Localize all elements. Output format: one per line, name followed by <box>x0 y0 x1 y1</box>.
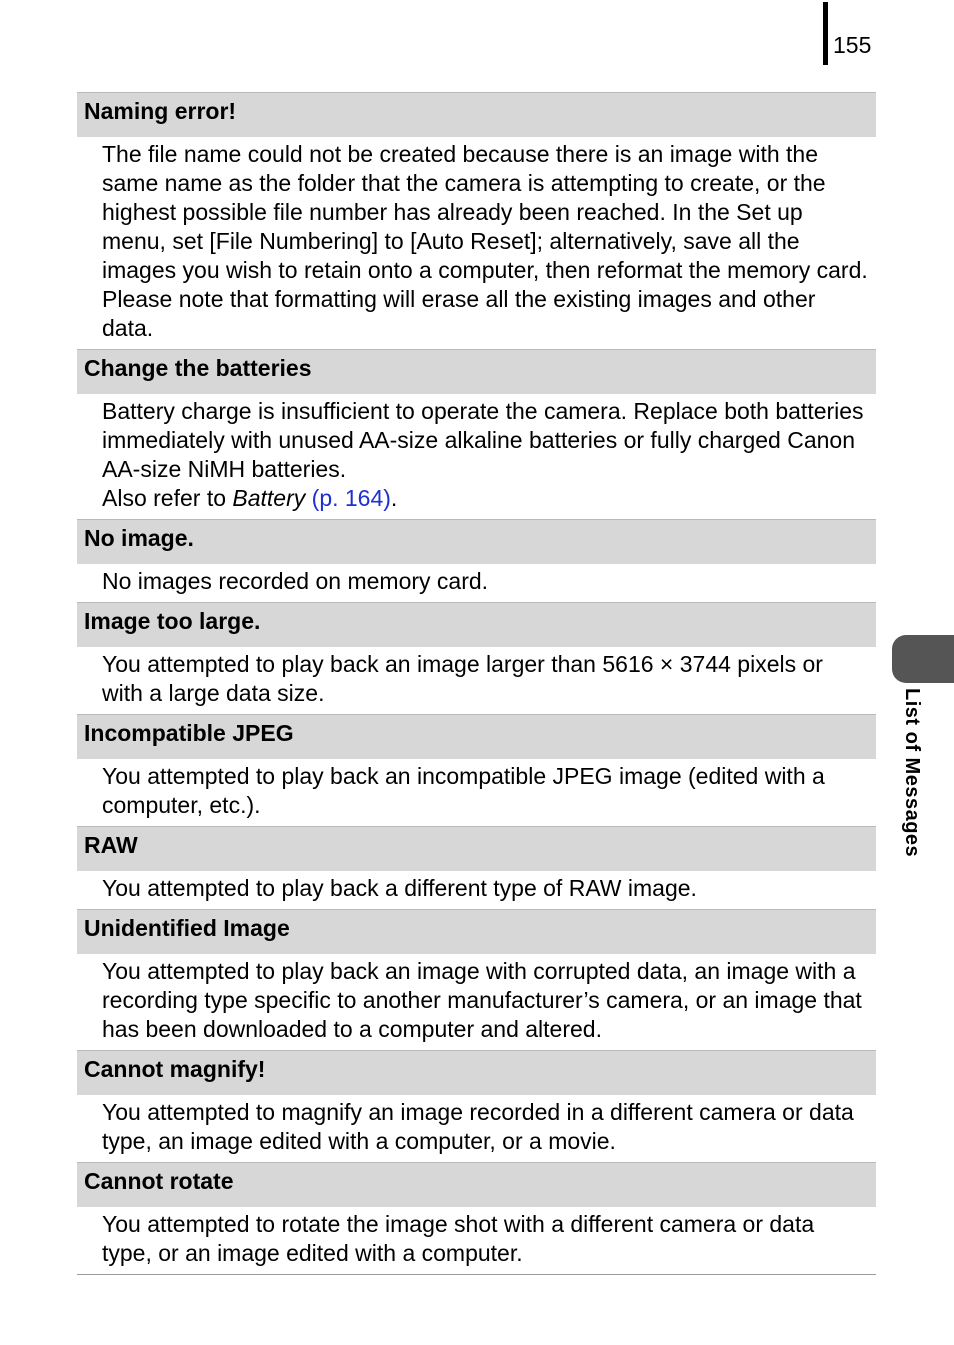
message-title: Naming error! <box>77 92 876 137</box>
message-description <box>77 1207 876 1274</box>
message-no-image <box>77 519 876 602</box>
message-title: Cannot magnify! <box>77 1050 876 1095</box>
chapter-tab <box>892 635 954 683</box>
message-title: Incompatible JPEG <box>77 714 876 759</box>
message-raw <box>77 826 876 909</box>
message-title: Change the batteries <box>77 349 876 394</box>
message-cannot-magnify <box>77 1050 876 1162</box>
message-naming-error <box>77 92 876 349</box>
message-title: Cannot rotate <box>77 1162 876 1207</box>
message-description <box>77 647 876 714</box>
message-description <box>77 954 876 1050</box>
message-cannot-rotate <box>77 1162 876 1274</box>
message-title: RAW <box>77 826 876 871</box>
message-text: You attempted to play back a different type of RAW image. <box>102 875 697 901</box>
refer-term: Battery <box>232 485 306 511</box>
message-text: You attempted to play back an image with corrupted data, an image with a recording type specific to another manufacturer’s camera, or an image that has been downloaded to a computer and altered. <box>102 958 862 1042</box>
page-number: 155 <box>833 32 872 58</box>
message-text: No images recorded on memory card. <box>102 568 489 594</box>
page-number-rule <box>823 2 828 65</box>
message-description <box>77 1095 876 1162</box>
message-change-batteries <box>77 349 876 519</box>
message-title: Unidentified Image <box>77 909 876 954</box>
message-title: Image too large. <box>77 602 876 647</box>
message-description <box>77 759 876 826</box>
message-description <box>77 564 876 602</box>
message-text: You attempted to play back an image larger than 5616 × 3744 pixels or with a large data size. <box>102 651 823 706</box>
message-text: Battery charge is insufficient to operate the camera. Replace both batteries immediately with unused AA-size alkaline batteries or fully charged Canon AA-size NiMH batteries. <box>102 398 864 482</box>
chapter-label: List of Messages <box>901 688 923 858</box>
message-text: The file name could not be created because there is an image with the same name as the folder that the camera is attempting to create, or the highest possible file number has already been reached. In the Set up menu, set [File Numbering] to [Auto Reset]; alternatively, save all the images you wish to retain onto a computer, then reformat the memory card. Please note that formatting will erase all the existing images and other data. <box>102 141 868 341</box>
message-text: You attempted to play back an incompatible JPEG image (edited with a computer, etc.). <box>102 763 825 818</box>
message-description <box>77 137 876 349</box>
refer-suffix: . <box>390 485 398 511</box>
message-text: You attempted to rotate the image shot with a different camera or data type, or an image edited with a computer. <box>102 1211 815 1266</box>
message-title: No image. <box>77 519 876 564</box>
message-text: You attempted to magnify an image recorded in a different camera or data type, an image edited with a computer, or a movie. <box>102 1099 854 1154</box>
refer-prefix: Also refer to <box>102 485 233 511</box>
message-incompatible-jpeg <box>77 714 876 826</box>
refer-line <box>102 484 868 513</box>
message-list <box>77 92 876 1275</box>
message-image-too-large <box>77 602 876 714</box>
page-reference-link[interactable]: (p. 164) <box>311 485 391 511</box>
message-description <box>77 871 876 909</box>
message-description <box>77 394 876 519</box>
message-unidentified-image <box>77 909 876 1050</box>
